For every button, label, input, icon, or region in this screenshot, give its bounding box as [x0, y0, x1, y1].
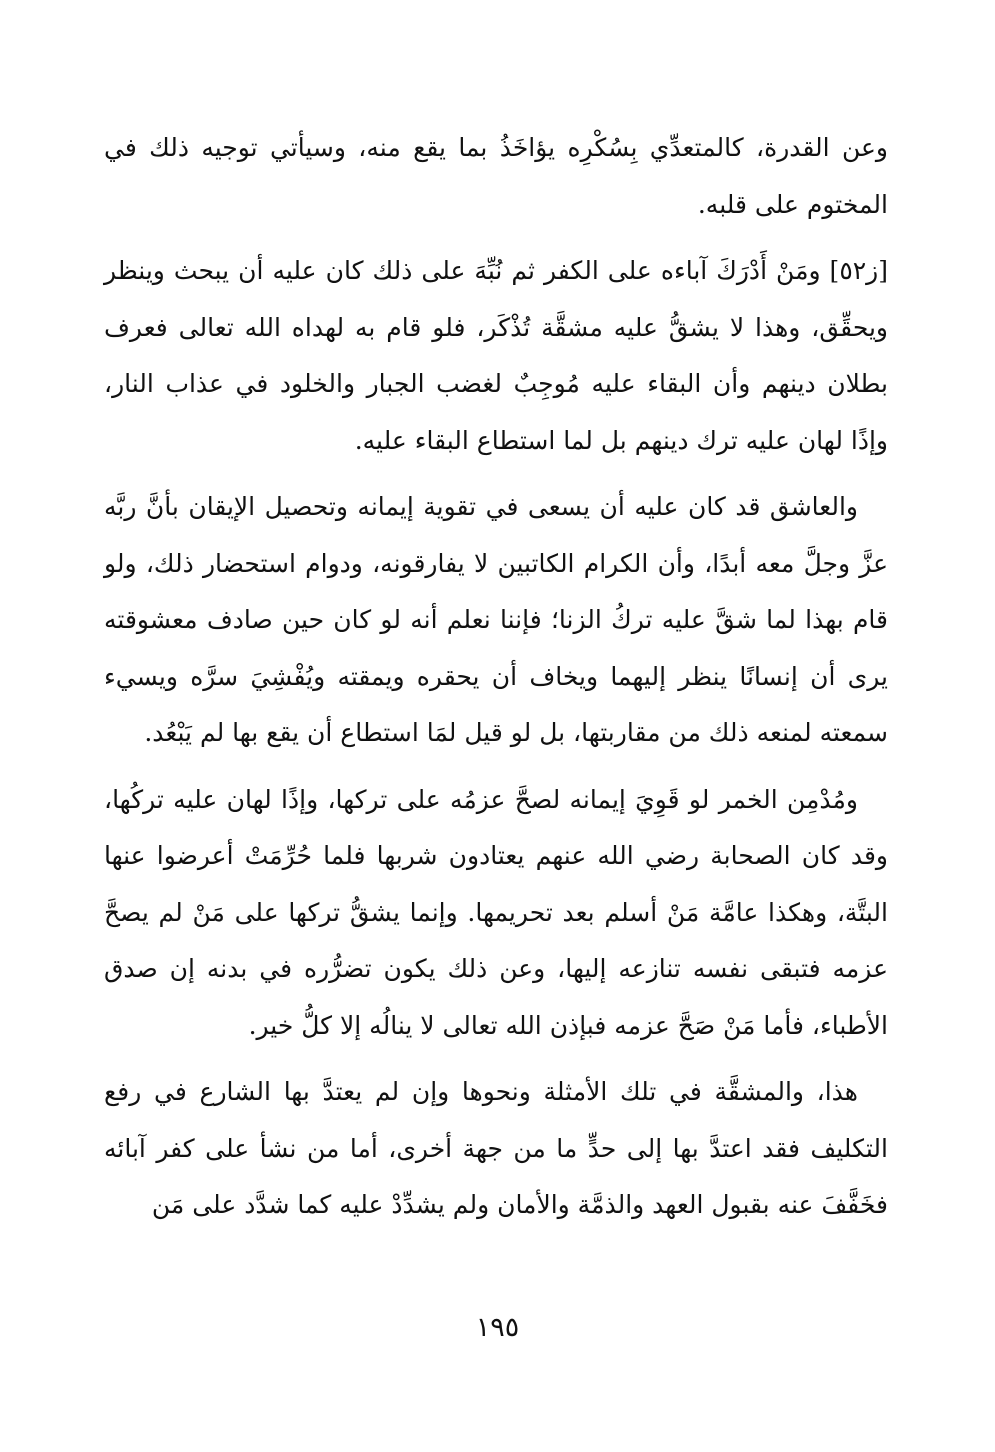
paragraph-4: ومُدْمِن الخمر لو قَوِيَ إيمانه لصحَّ عزمُه على تركها، وإذًا لهان عليه تركُها، وقد كان الصحابة رضي الله عنهم يعتادون شربها فلما حُرِّمَتْ أعرضوا عنها البتَّة، وهكذا عامَّة مَنْ أسلم بعد تحريمها. وإنما يشقُّ تركها على مَنْ لم يصحَّ عزمه فتبقى نفسه تنازعه إليها، وعن ذلك يكون تضرُّره في بدنه إن صدق الأطباء، فأما مَنْ صَحَّ عزمه فبإذن الله تعالى لا ينالُه إلا كلُّ خير.: [104, 784, 888, 1040]
paragraph-2: [ز٥٢] ومَنْ أَدْرَكَ آباءه على الكفر ثم نُبِّهَ على ذلك كان عليه أن يبحث وينظر ويحقِّق، وهذا لا يشقُّ عليه مشقَّة تُذْكَر، فلو قام به لهداه الله تعالى فعرف بطلان دينهم وأن البقاء عليه مُوجِبٌ لغضب الجبار والخلود في عذاب النار، وإذًا لهان عليه ترك دينهم بل لما استطاع البقاء عليه.: [104, 256, 888, 455]
paragraph-3: والعاشق قد كان عليه أن يسعى في تقوية إيمانه وتحصيل الإيقان بأنَّ ربَّه عزَّ وجلَّ معه أبدًا، وأن الكرام الكاتبين لا يفارقونه، ودوام استحضار ذلك، ولو قام بهذا لما شقَّ عليه تركُ الزنا؛ فإننا نعلم أنه لو كان حين صادف معشوقته يرى أن إنسانًا ينظر إليهما ويخاف أن يحقره ويمقته ويُفْشِيَ سرَّه ويسيء سمعته لمنعه ذلك من مقاربتها، بل لو قيل لمَا استطاع أن يقع بها لم يَبْعُد.: [104, 492, 888, 747]
paragraph-1: وعن القدرة، كالمتعدِّي بِسُكْرِه يؤاخَذُ بما يقع منه، وسيأتي توجيه ذلك في المختوم على قلبه.: [104, 133, 888, 219]
page-number: ١٩٥: [475, 1312, 520, 1343]
paragraph-5: هذا، والمشقَّة في تلك الأمثلة ونحوها وإن لم يعتدَّ بها الشارع في رفع التكليف فقد اعتدَّ بها إلى حدٍّ ما من جهة أخرى، أما من نشأ على كفر آبائه فخَفَّفَ عنه بقبول العهد والذمَّة والأمان ولم يشدِّدْ عليه كما شدَّد على مَن: [104, 1077, 888, 1219]
body-text: [104, 120, 888, 1234]
